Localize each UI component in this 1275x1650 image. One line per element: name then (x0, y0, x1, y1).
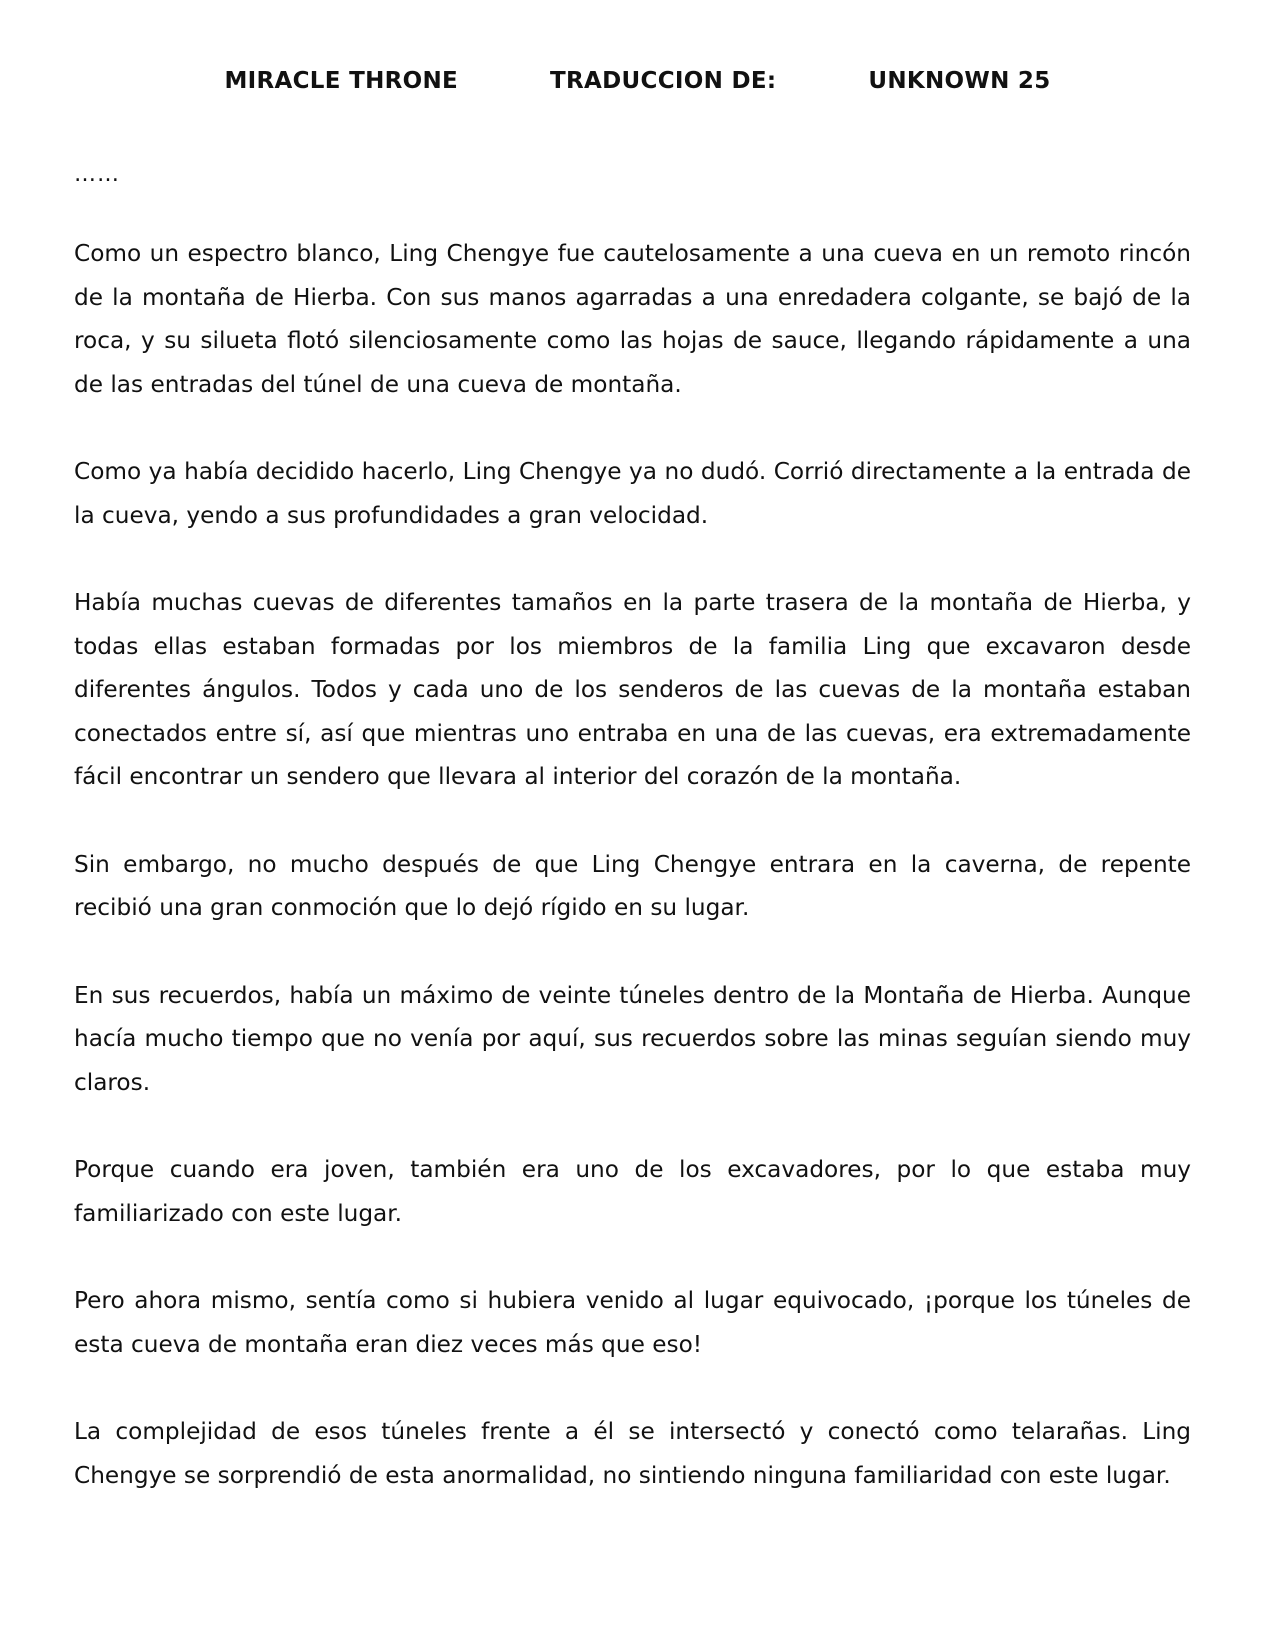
paragraph: En sus recuerdos, había un máximo de veinte túneles dentro de la Montaña de Hierba. Aunque hacía mucho tiempo que no venía por aquí, sus recuerdos sobre las minas seguían siendo muy claros. (74, 981, 1191, 1096)
paragraph: Como ya había decidido hacerlo, Ling Chengye ya no dudó. Corrió directamente a la entrada de la cueva, yendo a sus profundidades a gran velocidad. (74, 458, 1191, 529)
paragraph: Como un espectro blanco, Ling Chengye fue cautelosamente a una cueva en un remoto rincón de la montaña de Hierba. Con sus manos agarradas a una enredadera colgante, se bajó de la roca, y su silueta flotó silenciosamente como las hojas de sauce, llegando rápidamente a una de las entradas del túnel de una cueva de montaña. (74, 240, 1191, 398)
paragraph: Había muchas cuevas de diferentes tamaños en la parte trasera de la montaña de Hierba, y todas ellas estaban formadas por los miembros de la familia Ling que excavaron desde diferentes ángulos. Todos y cada uno de los senderos de las cuevas de la montaña estaban conectados entre sí, así que mientras uno entraba en una de las cuevas, era extremadamente fácil encontrar un sendero que llevara al interior del corazón de la montaña. (74, 589, 1191, 790)
page-header (84, 68, 1191, 94)
scene-break-ellipsis: …… (74, 162, 120, 187)
paragraph: Sin embargo, no mucho después de que Ling Chengye entrara en la caverna, de repente recibió una gran conmoción que lo dejó rígido en su lugar. (74, 850, 1191, 921)
paragraph: Porque cuando era joven, también era uno de los excavadores, por lo que estaba muy familiarizado con este lugar. (74, 1156, 1191, 1227)
body-text (74, 232, 1191, 1497)
translator-name: UNKNOWN 25 (868, 68, 1051, 94)
book-title: MIRACLE THRONE (224, 68, 459, 94)
paragraph: Pero ahora mismo, sentía como si hubiera venido al lugar equivocado, ¡porque los túneles de esta cueva de montaña eran diez veces más que eso! (74, 1287, 1191, 1358)
paragraph: La complejidad de esos túneles frente a él se intersectó y conectó como telarañas. Ling Chengye se sorprendió de esta anormalidad, no sintiendo ninguna familiaridad con este lugar. (74, 1418, 1191, 1489)
translation-label: TRADUCCION DE: (550, 68, 777, 94)
